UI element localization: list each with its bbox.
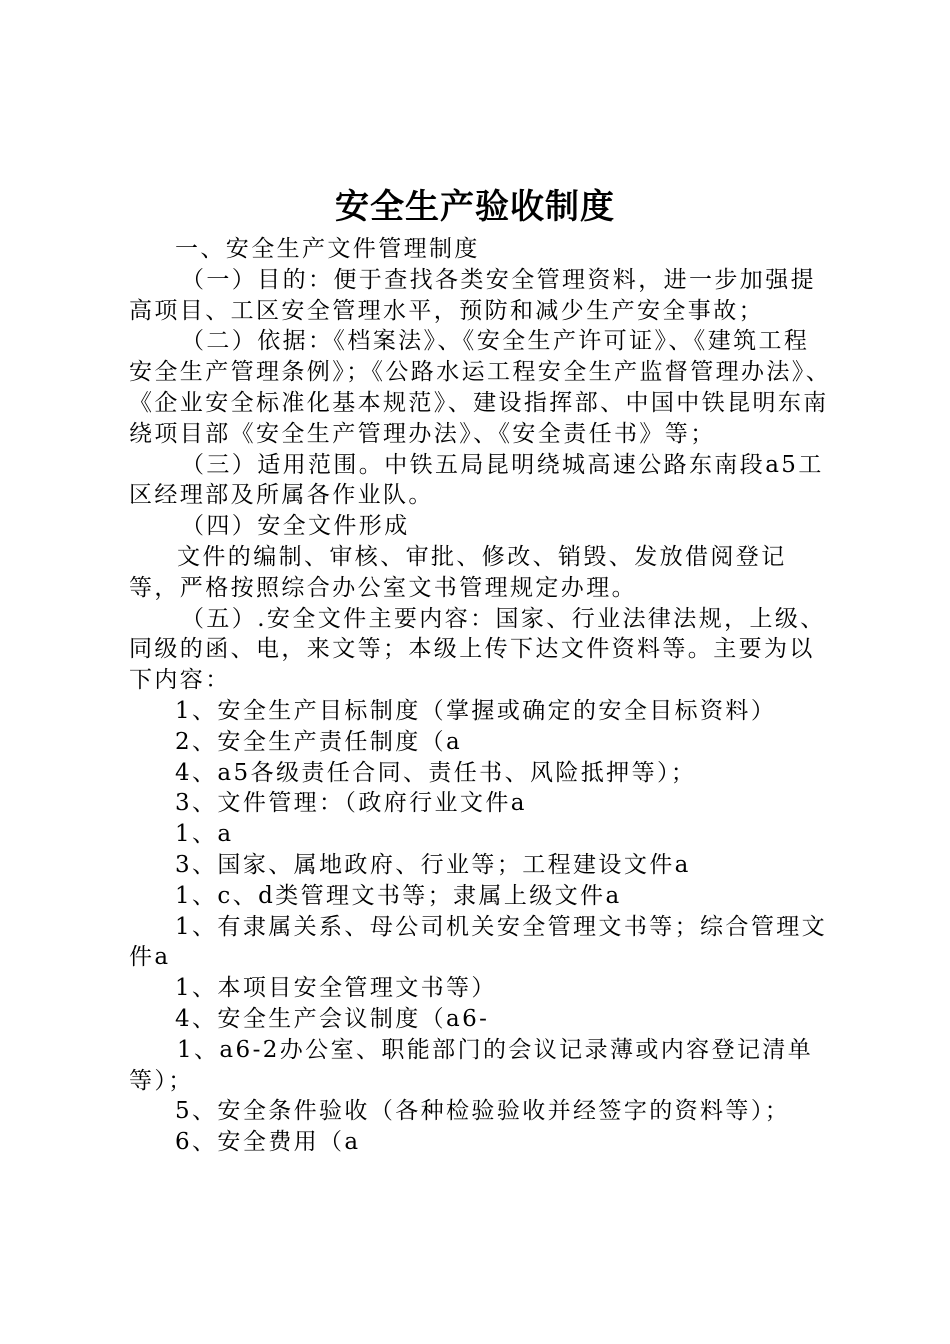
list-item: 6、安全费用（a xyxy=(175,1129,361,1156)
paragraph-formation: 文件的编制、审核、审批、修改、销毁、发放借阅登记等，严格按照综合办公室文书管理规定办理。 xyxy=(129,543,787,601)
list-item: 4、a5各级责任合同、责任书、风险抵押等）； xyxy=(175,759,697,786)
document-title: 安全生产验收制度 xyxy=(335,187,615,227)
list-item: 1、本项目安全管理文书等） xyxy=(175,975,497,1002)
list-item: 5、安全条件验收（各种检验验收并经签字的资料等）； xyxy=(175,1098,791,1125)
section-heading: 一、安全生产文件管理制度 xyxy=(175,236,480,262)
list-item: 1、a6-2办公室、职能部门的会议记录薄或内容登记清单等）； xyxy=(129,1036,814,1094)
list-item: 1、c、d类管理文书等；隶属上级文件a xyxy=(175,882,622,909)
paragraph-formation-heading: （四）安全文件形成 xyxy=(181,513,410,540)
list-item: 4、安全生产会议制度（a6- xyxy=(175,1005,490,1032)
paragraph-purpose: （一）目的：便于查找各类安全管理资料，进一步加强提高项目、工区安全管理水平，预防和减少生产安全事故； xyxy=(129,266,816,324)
list-item: 3、文件管理：（政府行业文件a xyxy=(175,790,527,817)
paragraph-basis: （二）依据：《档案法》、《安全生产许可证》、《建筑工程安全生产管理条例》；《公路水运工程安全生产监督管理办法》、《企业安全标准化基本规范》、建设指挥部、中国中铁昆明东南绕项目部《安全生产管理办法》、《安全责任书》等； xyxy=(129,328,832,447)
document-body xyxy=(129,234,834,1158)
list-item: 3、国家、属地政府、行业等；工程建设文件a xyxy=(175,851,691,878)
paragraph-scope: （三）适用范围。中铁五局昆明绕城高速公路东南段a5工区经理部及所属各作业队。 xyxy=(129,451,824,509)
list-item: 2、安全生产责任制度（a xyxy=(175,728,463,755)
paragraph-main-content: （五）.安全文件主要内容：国家、行业法律法规，上级、同级的函、电，来文等；本级上传下达文件资料等。主要为以下内容： xyxy=(129,605,826,694)
list-item: 1、a xyxy=(175,821,234,848)
list-item: 1、安全生产目标制度（掌握或确定的安全目标资料） xyxy=(175,697,777,724)
list-item: 1、有隶属关系、母公司机关安全管理文书等；综合管理文件a xyxy=(129,913,828,971)
